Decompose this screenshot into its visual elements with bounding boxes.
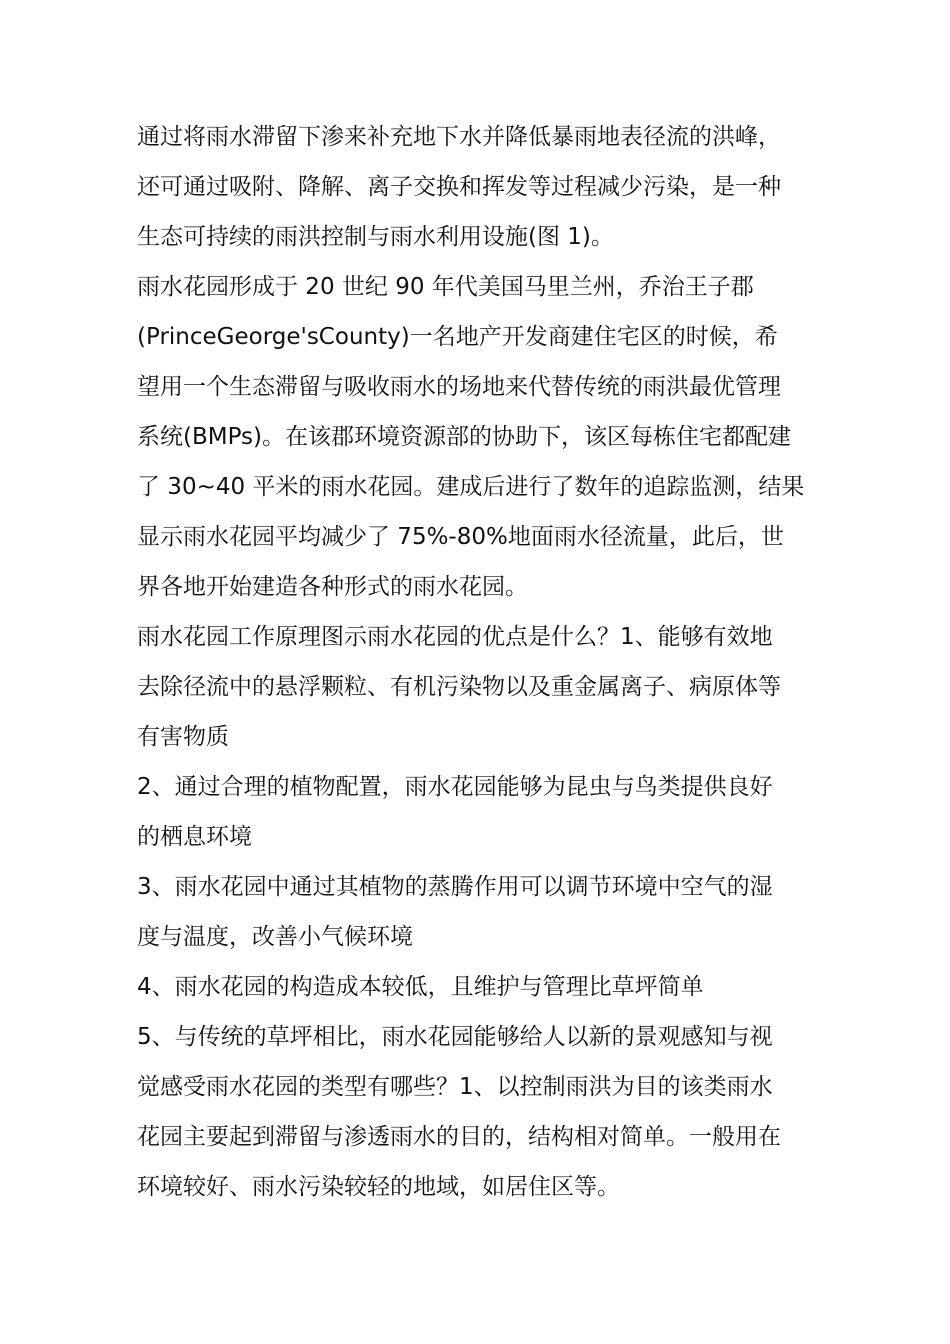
text-line: 花园主要起到滞留与渗透雨水的目的，结构相对简单。一般用在: [137, 1124, 781, 1150]
text-line: 望用一个生态滞留与吸收雨水的场地来代替传统的雨洪最优管理: [137, 374, 781, 400]
text-line: 的栖息环境: [137, 824, 252, 850]
text-line: 了 30~40 平米的雨水花园。建成后进行了数年的追踪监测，结果: [137, 474, 805, 500]
text-line: 4、雨水花园的构造成本较低，且维护与管理比草坪简单: [137, 974, 704, 1000]
text-line: 度与温度，改善小气候环境: [137, 924, 413, 950]
text-line: 觉感受雨水花园的类型有哪些？1、以控制雨洪为目的该类雨水: [137, 1074, 773, 1100]
text-line: 3、雨水花园中通过其植物的蒸腾作用可以调节环境中空气的湿: [137, 874, 773, 900]
text-line: 环境较好、雨水污染较轻的地域，如居住区等。: [137, 1174, 620, 1200]
text-line: 通过将雨水滞留下渗来补充地下水并降低暴雨地表径流的洪峰，: [137, 124, 781, 150]
text-line: 去除径流中的悬浮颗粒、有机污染物以及重金属离子、病原体等: [137, 674, 781, 700]
text-line: 雨水花园工作原理图示雨水花园的优点是什么？1、能够有效地: [137, 624, 773, 650]
text-line: 显示雨水花园平均减少了 75%-80%地面雨水径流量，此后，世: [137, 524, 784, 550]
text-line: (PrinceGeorge'sCounty)一名地产开发商建住宅区的时候，希: [137, 324, 778, 350]
text-line: 5、与传统的草坪相比，雨水花园能够给人以新的景观感知与视: [137, 1024, 773, 1050]
text-line: 2、通过合理的植物配置，雨水花园能够为昆虫与鸟类提供良好: [137, 774, 773, 800]
text-line: 系统(BMPs)。在该郡环境资源部的协助下，该区每栋住宅都配建: [137, 424, 792, 450]
text-line: 界各地开始建造各种形式的雨水花园。: [137, 574, 528, 600]
text-line: 雨水花园形成于 20 世纪 90 年代美国马里兰州，乔治王子郡: [137, 274, 754, 300]
text-line: 还可通过吸附、降解、离子交换和挥发等过程减少污染，是一种: [137, 174, 781, 200]
text-line: 生态可持续的雨洪控制与雨水利用设施(图 1)。: [137, 224, 614, 250]
text-line: 有害物质: [137, 724, 229, 750]
document-body: [137, 112, 817, 1212]
